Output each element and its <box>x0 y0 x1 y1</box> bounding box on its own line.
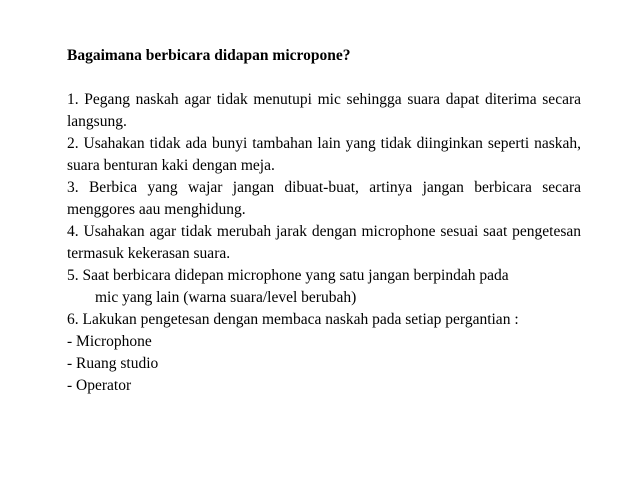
bullet-ruang-studio: - Ruang studio <box>67 355 159 372</box>
list-item-1: 1. Pegang naskah agar tidak menutupi mic sehingga suara dapat diterima secara langsung. <box>67 91 581 130</box>
list-item-5-line-1: 5. Saat berbicara didepan microphone yang satu jangan berpindah pada <box>67 267 509 284</box>
list-item-3: 3. Berbica yang wajar jangan dibuat-buat, artinya jangan berbicara secara menggores aau menghidung. <box>67 179 581 218</box>
list-item-2: 2. Usahakan tidak ada bunyi tambahan lain yang tidak diinginkan seperti naskah, suara benturan kaki dengan meja. <box>67 135 581 174</box>
list-item-6: 6. Lakukan pengetesan dengan membaca naskah pada setiap pergantian : <box>67 311 519 328</box>
list-item-5 <box>67 265 581 309</box>
slide-content <box>67 45 581 397</box>
list-item-4: 4. Usahakan agar tidak merubah jarak dengan microphone sesuai saat pengetesan termasuk kekerasan suara. <box>67 223 581 262</box>
bullet-microphone: - Microphone <box>67 333 152 350</box>
bullet-operator: - Operator <box>67 377 132 394</box>
list-item-5-line-2: mic yang lain (warna suara/level berubah) <box>95 289 357 306</box>
slide-title: Bagaimana berbicara didapan micropone? <box>67 47 351 64</box>
